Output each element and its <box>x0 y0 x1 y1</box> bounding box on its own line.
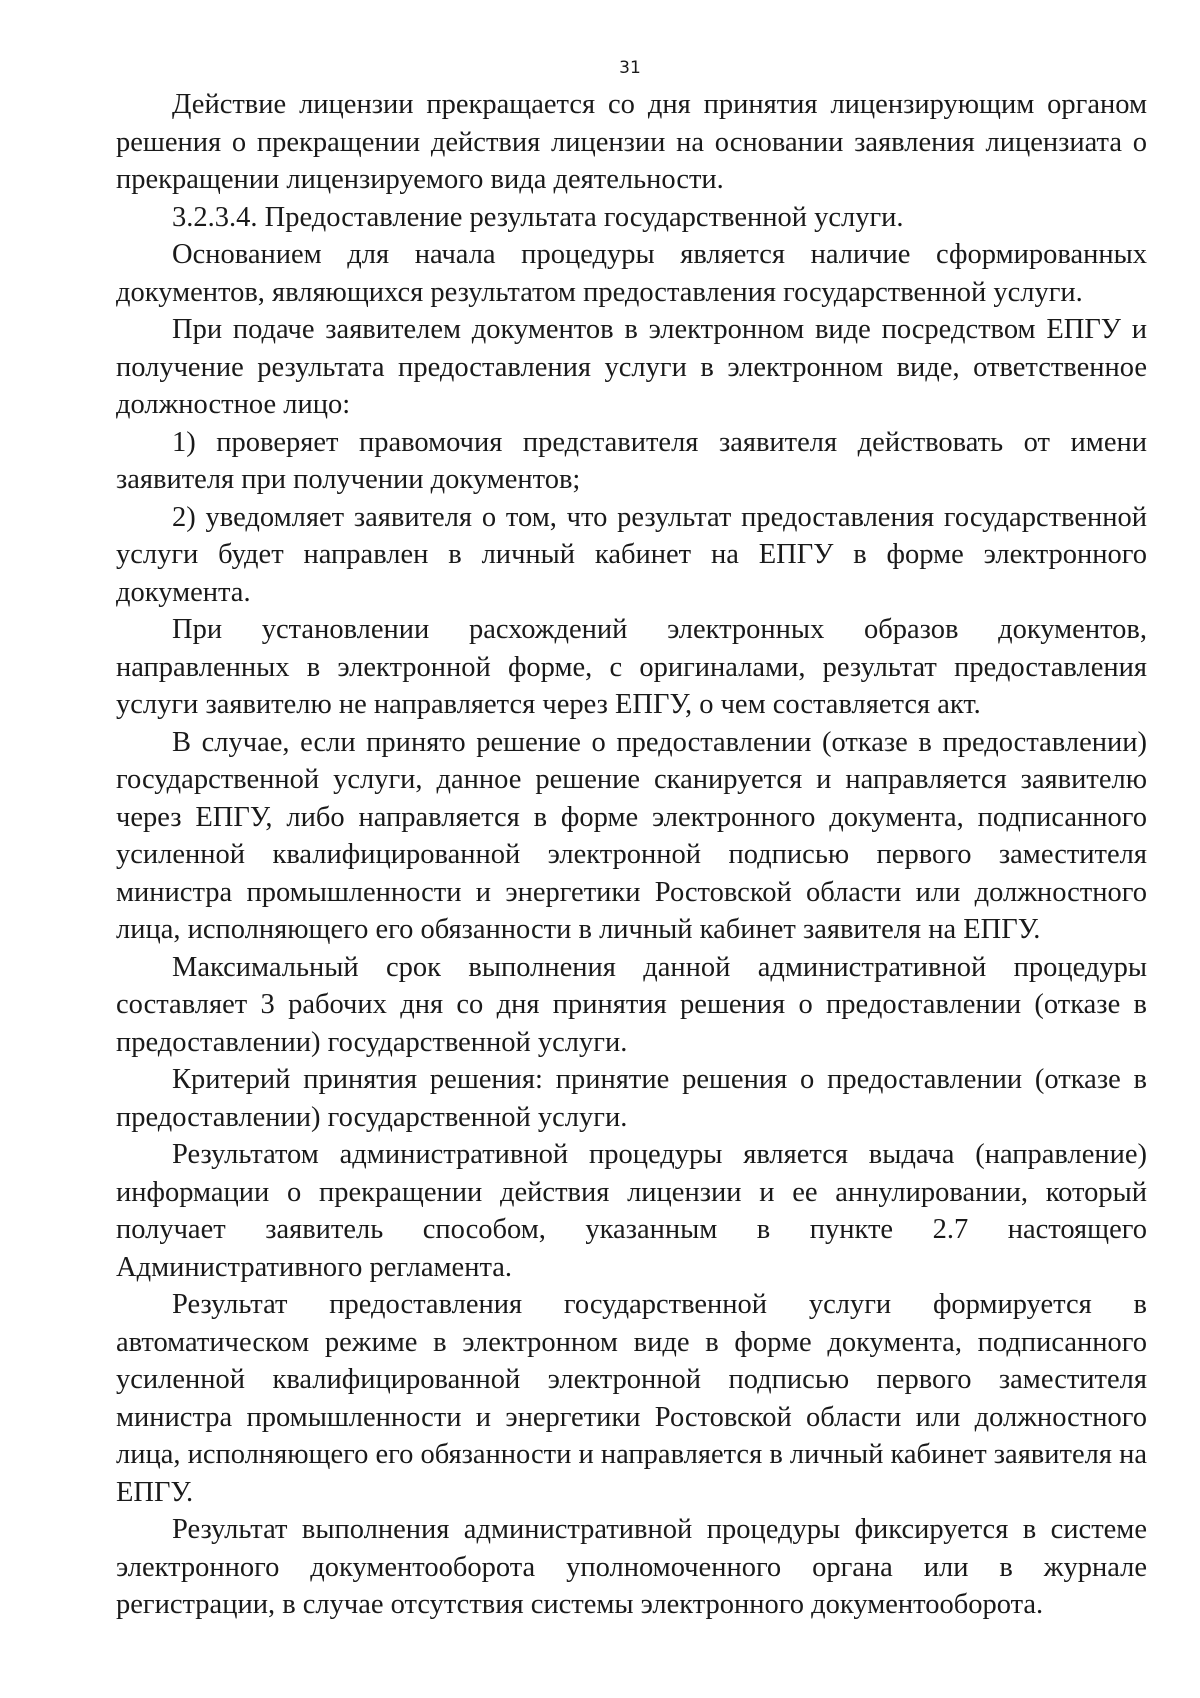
list-item: 2) уведомляет заявителя о том, что результат предоставления государственной услуги будет направлен в личный кабинет на ЕПГУ в форме электронного документа. <box>116 501 1147 608</box>
paragraph: Основанием для начала процедуры является наличие сформированных документов, являющихся результатом предоставления государственной услуги. <box>116 239 1147 308</box>
paragraph: При установлении расхождений электронных образов документов, направленных в электронной форме, с оригиналами, результат предоставления услуги заявителю не направляется через ЕПГУ, о чем составляется акт. <box>116 614 1147 720</box>
paragraph: В случае, если принято решение о предоставлении (отказе в предоставлении) государственной услуги, данное решение сканируется и направляется заявителю через ЕПГУ, либо направляется в форме электронного документа, подписанного усиленной квалифицированной электронной подписью первого заместителя министра промышленности и энергетики Ростовской области или должностного лица, исполняющего его обязанности в личный кабинет заявителя на ЕПГУ. <box>116 726 1147 945</box>
page-number: 31 <box>619 58 641 78</box>
paragraph: Результатом административной процедуры является выдача (направление) информации о прекращении действия лицензии и ее аннулировании, который получает заявитель способом, указанным в пункте 2.7 настоящего Административного регламента. <box>116 1139 1147 1283</box>
list-item: 1) проверяет правомочия представителя заявителя действовать от имени заявителя при получении документов; <box>116 426 1147 495</box>
paragraph: При подаче заявителем документов в электронном виде посредством ЕПГУ и получение результата предоставления услуги в электронном виде, ответственное должностное лицо: <box>116 314 1147 420</box>
paragraph: Критерий принятия решения: принятие решения о предоставлении (отказе в предоставлении) государственной услуги. <box>116 1064 1147 1133</box>
paragraph: Результат выполнения административной процедуры фиксируется в системе электронного документооборота уполномоченного органа или в журнале регистрации, в случае отсутствия системы электронного документооборота. <box>116 1514 1147 1620</box>
paragraph: Максимальный срок выполнения данной административной процедуры составляет 3 рабочих дня со дня принятия решения о предоставлении (отказе в предоставлении) государственной услуги. <box>116 951 1147 1058</box>
document-body <box>116 86 1147 1624</box>
paragraph: Результат предоставления государственной услуги формируется в автоматическом режиме в электронном виде в форме документа, подписанного усиленной квалифицированной электронной подписью первого заместителя министра промышленности и энергетики Ростовской области или должностного лица, исполняющего его обязанности и направляется в личный кабинет заявителя на ЕПГУ. <box>116 1289 1147 1508</box>
paragraph: Действие лицензии прекращается со дня принятия лицензирующим органом решения о прекращении действия лицензии на основании заявления лицензиата о прекращении лицензируемого вида деятельности. <box>116 89 1147 195</box>
section-heading: 3.2.3.4. Предоставление результата государственной услуги. <box>172 201 904 233</box>
